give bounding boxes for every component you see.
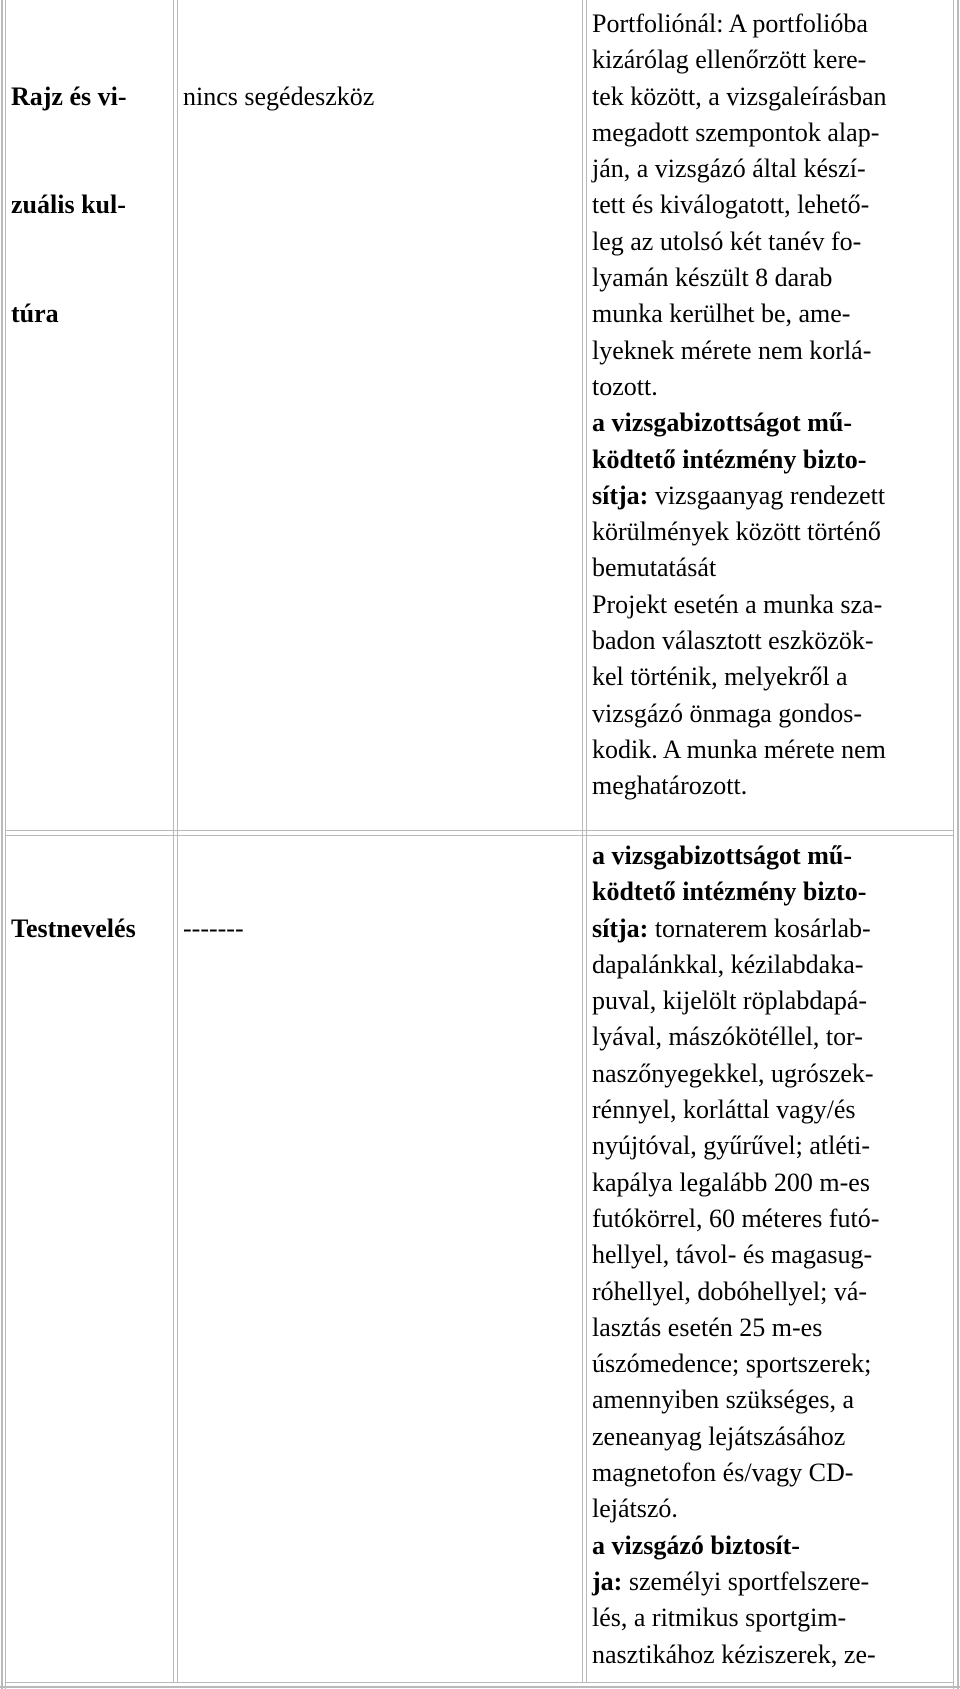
- condition-text: tornaterem kosárlab-: [648, 913, 871, 943]
- aids-text: -------: [183, 913, 244, 943]
- condition-text: kizárólag ellenőrzött kere-: [592, 45, 867, 75]
- condition-line: [592, 333, 887, 369]
- condition-text: naszőnyegekkel, ugrószek-: [592, 1058, 874, 1088]
- condition-text: tozott.: [592, 371, 658, 401]
- condition-text: hellyel, távol- és magasug-: [592, 1240, 873, 1270]
- condition-line: [592, 369, 887, 405]
- condition-line: [592, 6, 887, 42]
- condition-text: tett és kiválogatott, lehető-: [592, 190, 870, 220]
- condition-text: meghatározott.: [592, 771, 748, 801]
- condition-text: nyújtóval, gyűrűvel; atléti-: [592, 1131, 870, 1161]
- condition-text: lyamán készült 8 darab: [592, 263, 833, 293]
- column-divider: [586, 0, 587, 1683]
- column-divider: [173, 0, 174, 1683]
- condition-text: lejátszó.: [592, 1494, 678, 1524]
- condition-line: [592, 79, 887, 115]
- condition-line: [592, 947, 879, 983]
- condition-text-bold: ködtető intézmény bizto-: [592, 444, 867, 474]
- condition-line: [592, 659, 887, 695]
- condition-text: lyeknek mérete nem korlá-: [592, 335, 872, 365]
- condition-line: [592, 1237, 879, 1273]
- condition-line: [592, 478, 887, 514]
- table-border-bottom-inner: [5, 1682, 954, 1683]
- subject-line: Testnevelés: [11, 913, 136, 943]
- subject-cell: [11, 6, 127, 405]
- condition-line: [592, 151, 887, 187]
- condition-text: kodik. A munka mérete nem: [592, 734, 886, 764]
- condition-line: [592, 696, 887, 732]
- conditions-cell: [592, 838, 879, 1673]
- condition-text: lyával, mászókötéllel, tor-: [592, 1022, 863, 1052]
- condition-text: tek között, a vizsgaleírásban: [592, 81, 887, 111]
- table-border-bottom-outer: [0, 1686, 960, 1688]
- condition-line: [592, 1165, 879, 1201]
- column-divider: [582, 0, 583, 1683]
- condition-line: [592, 405, 887, 441]
- condition-line: [592, 1455, 879, 1491]
- condition-line: [592, 838, 879, 874]
- condition-text: róhellyel, dobóhellyel; vá-: [592, 1276, 868, 1306]
- condition-line: [592, 1600, 879, 1636]
- condition-text: ján, a vizsgázó által készí-: [592, 154, 866, 184]
- subject-cell: [11, 838, 136, 1019]
- condition-text-bold: a vizsgázó biztosít-: [592, 1530, 800, 1560]
- condition-line: [592, 224, 887, 260]
- condition-text-bold: ja:: [592, 1566, 623, 1596]
- condition-text-bold: a vizsgabizottságot mű-: [592, 841, 852, 870]
- condition-line: [592, 1382, 879, 1418]
- condition-text: dapalánkkal, kézilabdaka-: [592, 949, 864, 979]
- condition-text: úszómedence; sportszerek;: [592, 1349, 872, 1379]
- condition-text-bold: sítja:: [592, 480, 649, 510]
- condition-line: [592, 1056, 879, 1092]
- condition-text: személyi sportfelszere-: [622, 1566, 870, 1596]
- condition-text: nasztikához kéziszerek, ze-: [592, 1639, 876, 1669]
- condition-text: bemutatását: [592, 553, 717, 583]
- subject-line: túra: [11, 299, 59, 329]
- condition-text: leg az utolsó két tanév fo-: [592, 226, 862, 256]
- condition-line: [592, 1419, 879, 1455]
- condition-line: [592, 1528, 879, 1564]
- condition-line: [592, 587, 887, 623]
- condition-line: [592, 1274, 879, 1310]
- row-divider: [5, 830, 954, 831]
- condition-text: Projekt esetén a munka sza-: [592, 589, 883, 619]
- condition-line: [592, 260, 887, 296]
- aids-cell: [183, 838, 244, 1019]
- condition-text-bold: ködtető intézmény bizto-: [592, 877, 867, 907]
- row-divider: [5, 835, 954, 836]
- aids-cell: [183, 6, 374, 187]
- condition-text: vizsgázó önmaga gondos-: [592, 698, 863, 728]
- condition-text: zeneanyag lejátszásához: [592, 1421, 846, 1451]
- conditions-cell: [592, 6, 887, 805]
- column-divider: [177, 0, 178, 1683]
- condition-text-bold: a vizsgabizottságot mű-: [592, 408, 852, 438]
- condition-line: [592, 732, 887, 768]
- condition-text: lés, a ritmikus sportgim-: [592, 1603, 847, 1633]
- condition-text: kapálya legalább 200 m-es: [592, 1167, 870, 1197]
- condition-line: [592, 1092, 879, 1128]
- condition-text: puval, kijelölt röplabdapá-: [592, 986, 868, 1016]
- condition-line: [592, 911, 879, 947]
- condition-line: [592, 1310, 879, 1346]
- condition-line: [592, 768, 887, 804]
- condition-line: [592, 1637, 879, 1673]
- condition-line: [592, 187, 887, 223]
- condition-line: [592, 623, 887, 659]
- aids-text: nincs segédeszköz: [183, 81, 375, 111]
- condition-line: [592, 1564, 879, 1600]
- condition-line: [592, 1491, 879, 1527]
- condition-line: [592, 514, 887, 550]
- condition-text: amennyiben szükséges, a: [592, 1385, 855, 1415]
- condition-line: [592, 1019, 879, 1055]
- condition-line: [592, 874, 879, 910]
- condition-line: [592, 1201, 879, 1237]
- condition-line: [592, 550, 887, 586]
- condition-text: megadott szempontok alap-: [592, 117, 880, 147]
- table-border-right-inner: [953, 0, 954, 1689]
- condition-text-bold: sítja:: [592, 913, 649, 943]
- condition-line: [592, 983, 879, 1019]
- subject-line: zuális kul-: [11, 190, 126, 220]
- condition-line: [592, 442, 887, 478]
- condition-line: [592, 115, 887, 151]
- condition-text: körülmények között történő: [592, 517, 881, 547]
- condition-text: munka kerülhet be, ame-: [592, 299, 851, 329]
- condition-line: [592, 1346, 879, 1382]
- condition-line: [592, 42, 887, 78]
- condition-text: kel történik, melyekről a: [592, 662, 848, 692]
- subject-line: Rajz és vi-: [11, 81, 127, 111]
- table-border-left-inner: [5, 0, 6, 1689]
- condition-line: [592, 296, 887, 332]
- condition-text: badon választott eszközök-: [592, 626, 874, 656]
- table-border-right-outer: [957, 0, 959, 1689]
- table-border-left-outer: [1, 0, 3, 1689]
- condition-text: vizsgaanyag rendezett: [648, 480, 886, 510]
- condition-text: magnetofon és/vagy CD-: [592, 1458, 854, 1488]
- condition-text: lasztás esetén 25 m-es: [592, 1312, 823, 1342]
- condition-text: Portfoliónál: A portfolióba: [592, 9, 868, 38]
- condition-text: rénnyel, korláttal vagy/és: [592, 1095, 856, 1125]
- condition-text: futókörrel, 60 méteres futó-: [592, 1203, 880, 1233]
- condition-line: [592, 1128, 879, 1164]
